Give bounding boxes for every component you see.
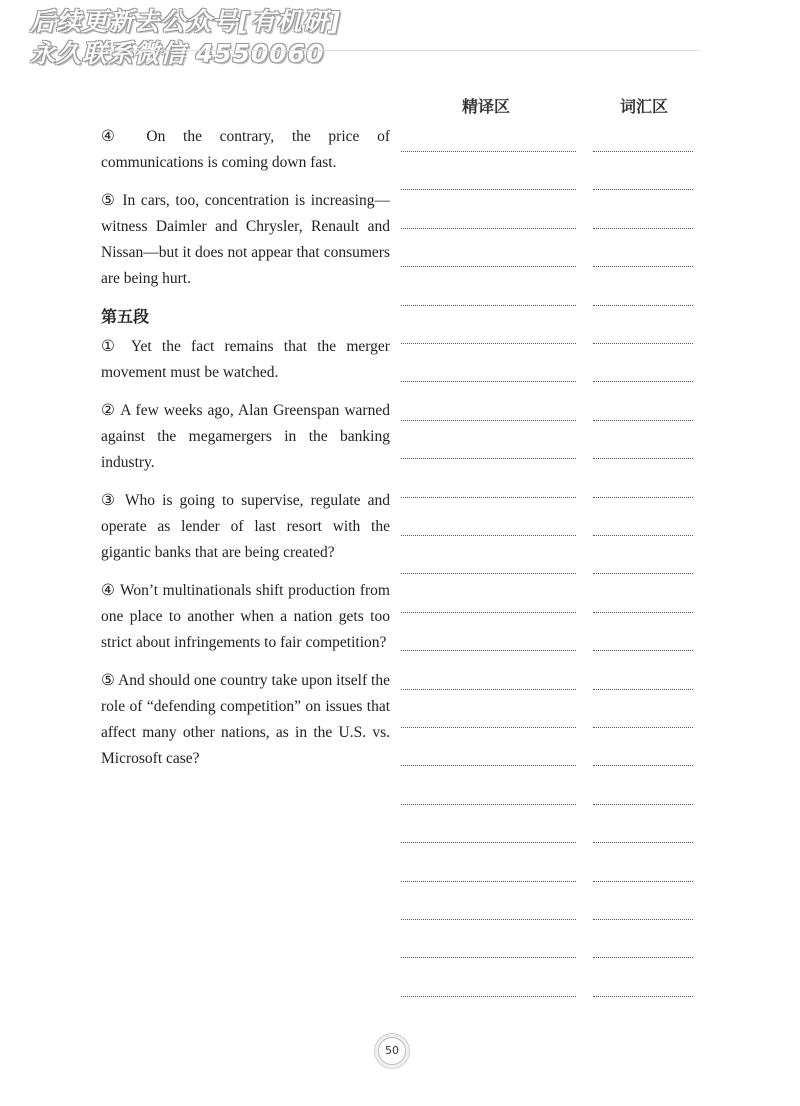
writing-line xyxy=(401,612,576,613)
sentence: ③ Who is going to supervise, regulate and operate as lender of last resort with the gigantic banks that are being created? xyxy=(101,492,390,561)
writing-line xyxy=(593,497,693,498)
writing-line xyxy=(401,804,576,805)
writing-line xyxy=(401,689,576,690)
sentence: ⑤ In cars, too, concentration is increasing—witness Daimler and Chrysler, Renault and Nissan—but it does not appear that consumers are being hurt. xyxy=(101,192,390,287)
writing-line xyxy=(593,804,693,805)
writing-line xyxy=(593,957,693,958)
writing-line xyxy=(401,996,576,997)
watermark xyxy=(30,6,360,70)
writing-line xyxy=(593,727,693,728)
writing-line xyxy=(593,573,693,574)
writing-line xyxy=(401,881,576,882)
section-title: 第五段 xyxy=(101,307,150,326)
writing-line xyxy=(593,305,693,306)
writing-line xyxy=(593,228,693,229)
writing-line xyxy=(593,689,693,690)
writing-line xyxy=(593,996,693,997)
writing-line xyxy=(593,650,693,651)
writing-line xyxy=(401,727,576,728)
writing-line xyxy=(401,650,576,651)
writing-line xyxy=(401,420,576,421)
writing-line xyxy=(401,458,576,459)
sentence: ② A few weeks ago, Alan Greenspan warned against the megamergers in the banking industry. xyxy=(101,402,390,471)
watermark-line-1: 后续更新去公众号[有机研] xyxy=(30,7,341,36)
writing-line xyxy=(593,266,693,267)
writing-line xyxy=(401,842,576,843)
writing-line xyxy=(401,573,576,574)
writing-line xyxy=(593,189,693,190)
writing-line xyxy=(401,957,576,958)
writing-line xyxy=(401,535,576,536)
writing-line xyxy=(401,228,576,229)
writing-line xyxy=(593,765,693,766)
writing-line xyxy=(593,381,693,382)
sentence: ⑤ And should one country take upon itself the role of “defending competition” on issues that affect many other nations, as in the U.S. vs. Microsoft case? xyxy=(101,672,390,767)
writing-line xyxy=(401,381,576,382)
writing-line xyxy=(401,497,576,498)
header-rule xyxy=(98,50,700,51)
writing-line xyxy=(593,612,693,613)
writing-line xyxy=(401,919,576,920)
writing-line xyxy=(593,535,693,536)
vocabulary-column-header: 词汇区 xyxy=(620,97,669,116)
passage-text xyxy=(101,124,390,784)
writing-line xyxy=(401,189,576,190)
watermark-line-2: 永久联系微信 4550060 xyxy=(30,39,325,68)
page-number: 50 xyxy=(378,1037,406,1065)
sentence: ④ Won’t multinationals shift production from one place to another when a nation gets too strict about infringements to fair competition? xyxy=(101,582,390,651)
writing-line xyxy=(593,420,693,421)
writing-line xyxy=(593,343,693,344)
writing-line xyxy=(401,343,576,344)
writing-line xyxy=(593,842,693,843)
sentence: ④ On the contrary, the price of communications is coming down fast. xyxy=(101,128,390,171)
translation-column-header: 精译区 xyxy=(462,97,511,116)
writing-line xyxy=(593,151,693,152)
writing-line xyxy=(593,458,693,459)
writing-line xyxy=(401,765,576,766)
writing-line xyxy=(401,266,576,267)
writing-line xyxy=(593,881,693,882)
writing-line xyxy=(593,919,693,920)
sentence: ① Yet the fact remains that the merger movement must be watched. xyxy=(101,338,390,381)
writing-line xyxy=(401,151,576,152)
writing-line xyxy=(401,305,576,306)
